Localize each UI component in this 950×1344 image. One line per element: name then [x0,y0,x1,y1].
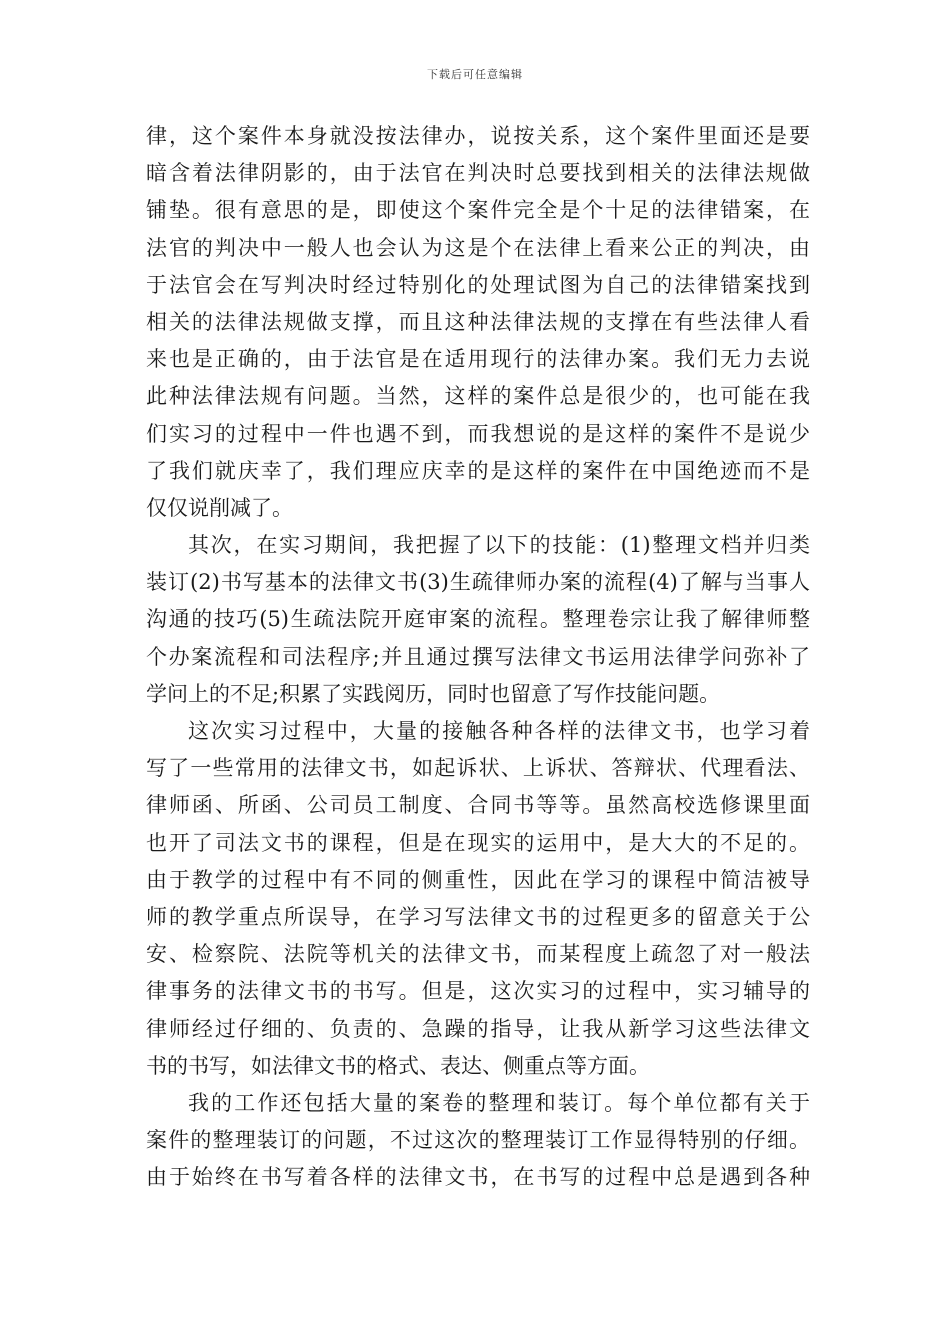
document-body [146,118,810,1196]
text-line: 装订(2)书写基本的法律文书(3)生疏律师办案的流程(4)了解与当事人 [146,570,810,595]
text-line: 律，这个案件本身就没按法律办，说按关系，这个案件里面还是要 [146,124,810,148]
text-line: 其次，在实习期间，我把握了以下的技能：(1)整理文档并归类 [188,533,810,558]
text-line: 们实习的过程中一件也遇不到，而我想说的是这样的案件不是说少 [146,421,810,446]
text-line: 暗含着法律阴影的，由于法官在判决时总要找到相关的法律法规做 [146,161,810,186]
paragraph [146,1085,810,1197]
text-line: 案件的整理装订的问题，不过这次的整理装订工作显得特别的仔细。 [146,1128,810,1153]
paragraph [146,527,810,713]
text-line: 由于教学的过程中有不同的侧重性，因此在学习的课程中简洁被导 [146,867,810,892]
text-line: 师的教学重点所误导，在学习写法律文书的过程更多的留意关于公 [146,904,810,929]
text-line: 此种法律法规有问题。当然，这样的案件总是很少的，也可能在我 [146,384,810,409]
text-line: 个办案流程和司法程序;并且通过撰写法律文书运用法律学问弥补了 [146,644,810,669]
text-line: 沟通的技巧(5)生疏法院开庭审案的流程。整理卷宗让我了解律师整 [146,607,810,632]
text-line: 相关的法律法规做支撑，而且这种法律法规的支撑在有些法律人看 [146,309,810,334]
text-line: 安、检察院、法院等机关的法律文书，而某程度上疏忽了对一般法 [146,942,810,967]
text-line: 也开了司法文书的课程，但是在现实的运用中，是大大的不足的。 [146,830,810,855]
text-line: 律事务的法律文书的书写。但是，这次实习的过程中，实习辅导的 [146,979,810,1004]
text-line: 律师函、所函、公司员工制度、合同书等等。虽然高校选修课里面 [146,793,810,818]
text-line: 仅仅说削减了。 [146,495,293,520]
text-line: 书的书写，如法律文书的格式、表达、侧重点等方面。 [146,1053,650,1078]
text-line: 由于始终在书写着各样的法律文书，在书写的过程中总是遇到各种 [146,1165,810,1190]
paragraph [146,118,810,527]
text-line: 来也是正确的，由于法官是在适用现行的法律办案。我们无力去说 [146,347,810,372]
text-line: 学问上的不足;积累了实践阅历，同时也留意了写作技能问题。 [146,681,721,706]
paragraph [146,713,810,1085]
text-line: 铺垫。很有意思的是，即使这个案件完全是个十足的法律错案，在 [146,198,810,223]
text-line: 了我们就庆幸了，我们理应庆幸的是这样的案件在中国绝迹而不是 [146,458,810,483]
text-line: 法官的判决中一般人也会认为这是个在法律上看来公正的判决，由 [146,235,810,260]
text-line: 律师经过仔细的、负责的、急躁的指导，让我从新学习这些法律文 [146,1016,810,1041]
page-header: 下载后可任意编辑 [427,68,523,81]
text-line: 写了一些常用的法律文书，如起诉状、上诉状、答辩状、代理看法、 [146,756,810,781]
text-line: 这次实习过程中，大量的接触各种各样的法律文书，也学习着 [188,719,810,743]
text-line: 于法官会在写判决时经过特别化的处理试图为自己的法律错案找到 [146,272,810,297]
text-line: 我的工作还包括大量的案卷的整理和装订。每个单位都有关于 [188,1090,810,1115]
